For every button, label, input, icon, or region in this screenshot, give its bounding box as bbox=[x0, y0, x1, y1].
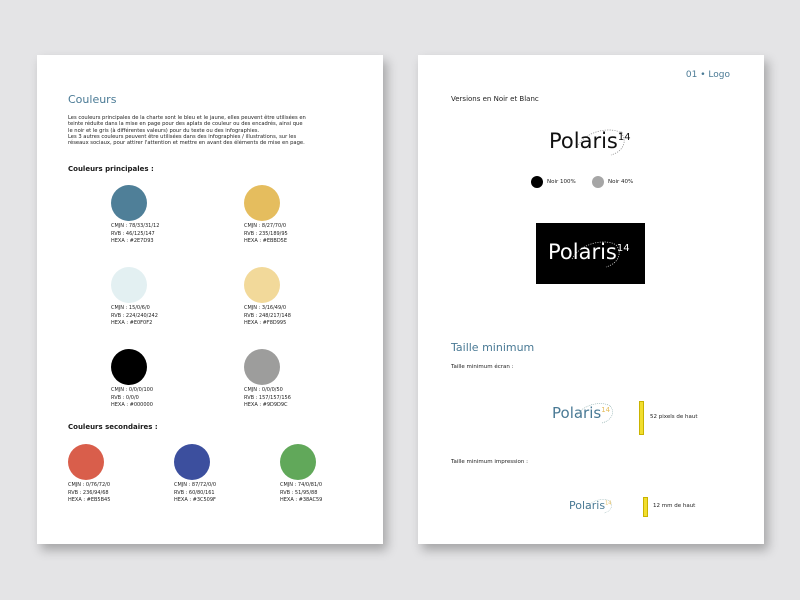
legend-label-black: Noir 100% bbox=[547, 179, 576, 185]
min-size-heading: Taille minimum bbox=[451, 341, 535, 354]
color-spec-green bbox=[280, 482, 322, 505]
color-spec-light-blue bbox=[111, 305, 158, 328]
logo-word: Polaris bbox=[549, 129, 618, 153]
intro-line: réseaux sociaux, pour attirer l'attention et mettre en avant des éléments de mise en page. bbox=[68, 140, 305, 147]
hexa-value: HEXA : #2E7D93 bbox=[111, 238, 154, 244]
logo-page bbox=[418, 55, 764, 544]
rvb-value: RVB : 51/95/88 bbox=[280, 489, 318, 496]
hexa-value: HEXA : #9D9D9C bbox=[244, 402, 288, 408]
color-spec-indigo bbox=[174, 482, 216, 505]
cmjn-value: CMJN : 3/16/49/0 bbox=[244, 305, 287, 311]
color-swatch-red bbox=[68, 444, 104, 480]
primary-colors-heading: Couleurs principales : bbox=[68, 165, 154, 173]
legend-dot-grey bbox=[592, 176, 604, 188]
rvb-value: RVB : 46/125/147 bbox=[111, 230, 155, 237]
secondary-colors-heading: Couleurs secondaires : bbox=[68, 423, 158, 431]
legend-dot-black bbox=[531, 176, 543, 188]
logo-inverted-block bbox=[536, 223, 645, 284]
logo-word: Polaris bbox=[552, 404, 602, 422]
cmjn-value: CMJN : 8/27/70/0 bbox=[244, 223, 287, 229]
legend-label-grey: Noir 40% bbox=[608, 179, 634, 185]
hexa-value: HEXA : #EBBD5E bbox=[244, 238, 288, 244]
color-spec-blue bbox=[111, 223, 159, 246]
logo-color-screen bbox=[552, 400, 632, 431]
page-label: 01 • Logo bbox=[685, 70, 730, 80]
cmjn-value: CMJN : 0/0/0/50 bbox=[244, 387, 283, 393]
size-ruler-print bbox=[643, 497, 648, 517]
rvb-value: RVB : 60/80/161 bbox=[174, 489, 215, 496]
colors-title: Couleurs bbox=[68, 93, 117, 106]
logo-superscript: 14 bbox=[616, 243, 630, 254]
color-swatch-indigo bbox=[174, 444, 210, 480]
color-swatch-light-yellow bbox=[244, 267, 280, 303]
cmjn-value: CMJN : 0/0/0/100 bbox=[111, 387, 154, 393]
colors-page bbox=[37, 55, 383, 544]
print-min-label: Taille minimum impression : bbox=[451, 459, 528, 465]
intro-line: teinte réduite dans la mise en page pour des aplats de couleur ou des encadrés, ainsi que bbox=[68, 121, 303, 128]
hexa-value: HEXA : #38AC59 bbox=[280, 497, 323, 503]
cmjn-value: CMJN : 78/33/31/12 bbox=[111, 223, 160, 229]
color-spec-light-yellow bbox=[244, 305, 291, 328]
rvb-value: RVB : 224/240/242 bbox=[111, 312, 158, 319]
logo-superscript: 14 bbox=[601, 406, 611, 414]
rvb-value: RVB : 0/0/0 bbox=[111, 394, 139, 401]
intro-line: Les 3 autres couleurs peuvent être utilisées dans des infographies / illustrations, sur les bbox=[68, 133, 297, 140]
hexa-value: HEXA : #EB5B45 bbox=[68, 497, 111, 503]
color-swatch-black bbox=[111, 349, 147, 385]
color-swatch-light-blue bbox=[111, 267, 147, 303]
color-swatch-green bbox=[280, 444, 316, 480]
logo-text-color bbox=[552, 404, 610, 422]
intro-line: le noir et le gris (à différentes valeurs) pour du texte ou des infographies. bbox=[68, 127, 260, 134]
cmjn-value: CMJN : 87/72/0/0 bbox=[174, 482, 217, 488]
screen-min-label: Taille minimum écran : bbox=[451, 364, 514, 370]
color-swatch-yellow bbox=[244, 185, 280, 221]
hexa-value: HEXA : #3C509F bbox=[174, 497, 216, 503]
color-spec-black bbox=[111, 387, 153, 410]
logo-black bbox=[547, 125, 647, 164]
rvb-value: RVB : 236/94/68 bbox=[68, 489, 109, 496]
colors-intro bbox=[68, 115, 378, 146]
cmjn-value: CMJN : 74/0/81/0 bbox=[280, 482, 323, 488]
logo-color-print bbox=[569, 497, 625, 520]
print-size-value: 12 mm de haut bbox=[653, 503, 696, 509]
size-ruler-screen bbox=[639, 401, 644, 435]
logo-text-white bbox=[548, 240, 630, 264]
screen-size-value: 52 pixels de haut bbox=[650, 414, 698, 420]
color-spec-yellow bbox=[244, 223, 288, 246]
color-swatch-blue bbox=[111, 185, 147, 221]
color-swatch-grey bbox=[244, 349, 280, 385]
hexa-value: HEXA : #F8D995 bbox=[244, 320, 287, 326]
cmjn-value: CMJN : 0/76/72/0 bbox=[68, 482, 111, 488]
logo-text-color-small bbox=[569, 499, 611, 512]
bw-heading: Versions en Noir et Blanc bbox=[451, 95, 539, 103]
logo-word: Polaris bbox=[548, 240, 617, 264]
hexa-value: HEXA : #E0F0F2 bbox=[111, 320, 153, 326]
color-spec-grey bbox=[244, 387, 291, 410]
rvb-value: RVB : 157/157/156 bbox=[244, 394, 291, 401]
logo-word: Polaris bbox=[569, 499, 606, 512]
logo-superscript: 14 bbox=[617, 132, 631, 143]
cmjn-value: CMJN : 15/0/6/0 bbox=[111, 305, 150, 311]
rvb-value: RVB : 235/189/95 bbox=[244, 230, 288, 237]
intro-line: Les couleurs principales de la charte sont le bleu et le jaune, elles peuvent être utilisées en bbox=[68, 115, 306, 121]
logo-superscript: 14 bbox=[605, 500, 612, 507]
hexa-value: HEXA : #000000 bbox=[111, 402, 153, 408]
logo-text-black bbox=[549, 129, 631, 153]
rvb-value: RVB : 248/217/148 bbox=[244, 312, 291, 319]
color-spec-red bbox=[68, 482, 110, 505]
